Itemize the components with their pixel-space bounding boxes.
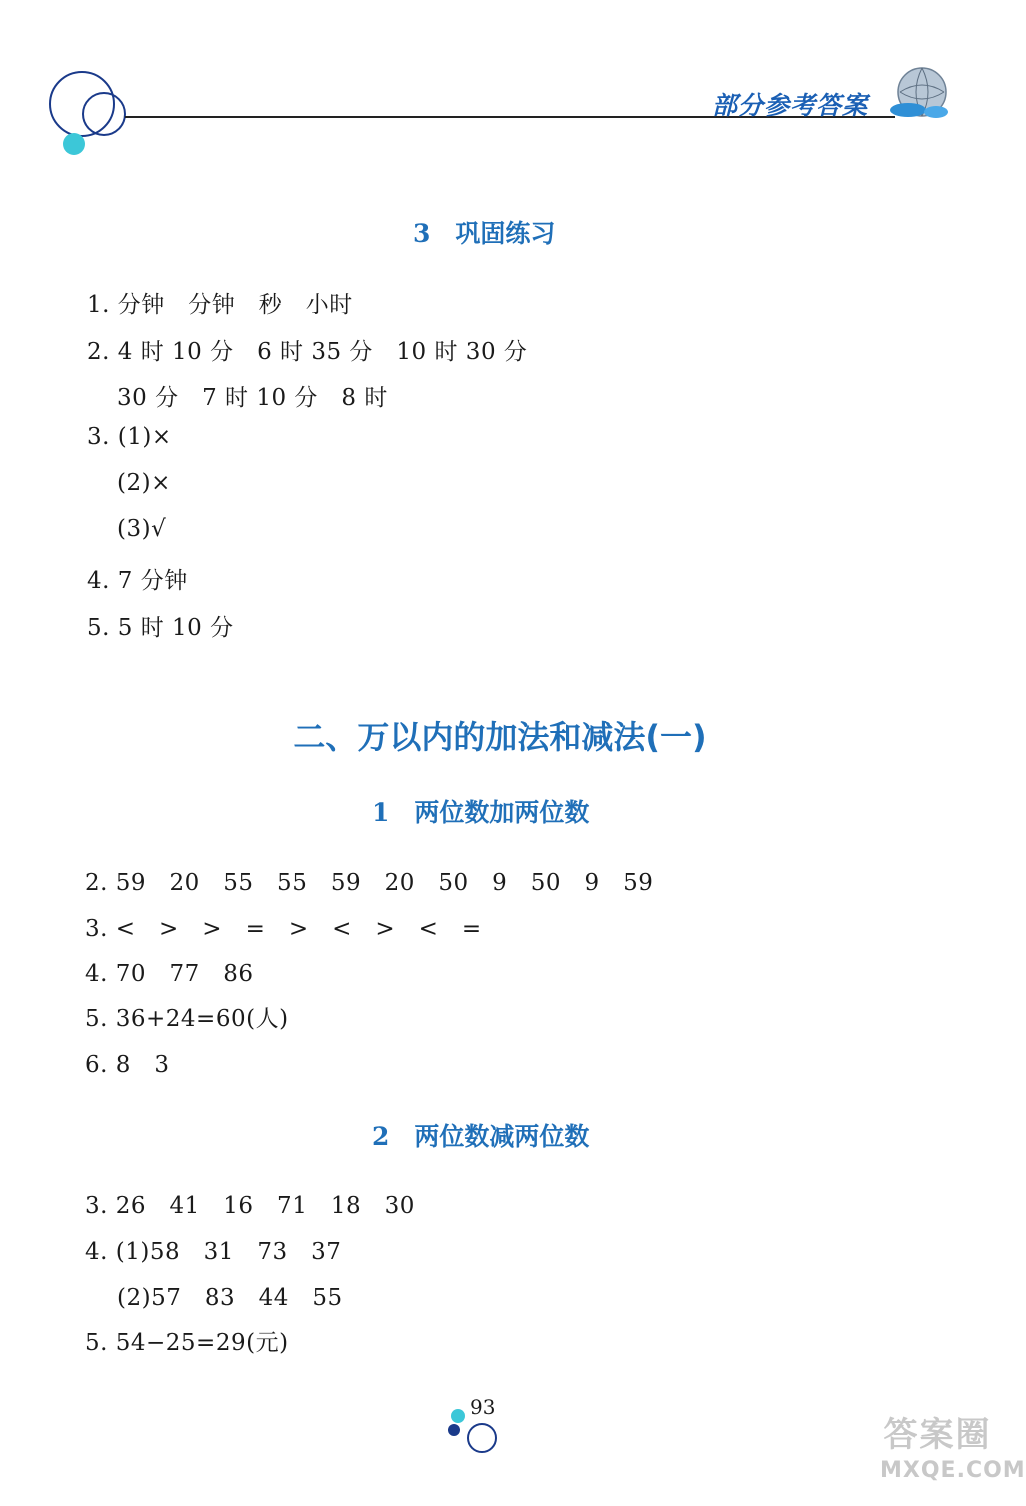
answer-line: 30 分 7 时 10 分 8 时 (117, 385, 388, 411)
answer-line: 4. (1)58 31 73 37 (85, 1239, 342, 1265)
answer-line: (2)57 83 44 55 (117, 1285, 343, 1311)
header-circles-decoration (40, 60, 140, 170)
answer-line: (3)√ (117, 516, 167, 542)
answer-line: 2. 4 时 10 分 6 时 35 分 10 时 30 分 (87, 339, 528, 365)
watermark-text: 答案圈 (883, 1415, 992, 1455)
answer-line: 3. 26 41 16 71 18 30 (85, 1193, 415, 1219)
section-title-addition: 1 两位数加两位数 (372, 798, 590, 827)
answer-line: (2)× (117, 470, 171, 496)
answer-line: 5. 5 时 10 分 (87, 615, 234, 641)
answer-line: 3. (1)× (87, 424, 172, 450)
answer-line: 1. 分钟 分钟 秒 小时 (87, 292, 353, 318)
watermark-logo (880, 1415, 1026, 1503)
answer-line: 5. 36+24=60(人) (85, 1006, 289, 1032)
answer-line: 4. 7 分钟 (87, 568, 188, 594)
section-title-subtraction: 2 两位数减两位数 (372, 1122, 590, 1151)
chapter-title: 二、万以内的加法和减法(一) (293, 718, 707, 756)
header-title: 部分参考答案 (712, 91, 869, 120)
answer-line: 6. 8 3 (85, 1052, 170, 1078)
answer-line: 2. 59 20 55 55 59 20 50 9 50 9 59 (85, 870, 654, 896)
answer-line: 3. < > > = > < > < = (85, 916, 482, 942)
watermark-url: MXQE.COM (880, 1458, 1026, 1483)
page-number: 93 (470, 1395, 496, 1419)
globe-icon (882, 64, 954, 124)
section-title-consolidation: 3 巩固练习 (413, 219, 556, 248)
answer-line: 5. 54−25=29(元) (85, 1330, 289, 1356)
answer-line: 4. 70 77 86 (85, 961, 254, 987)
